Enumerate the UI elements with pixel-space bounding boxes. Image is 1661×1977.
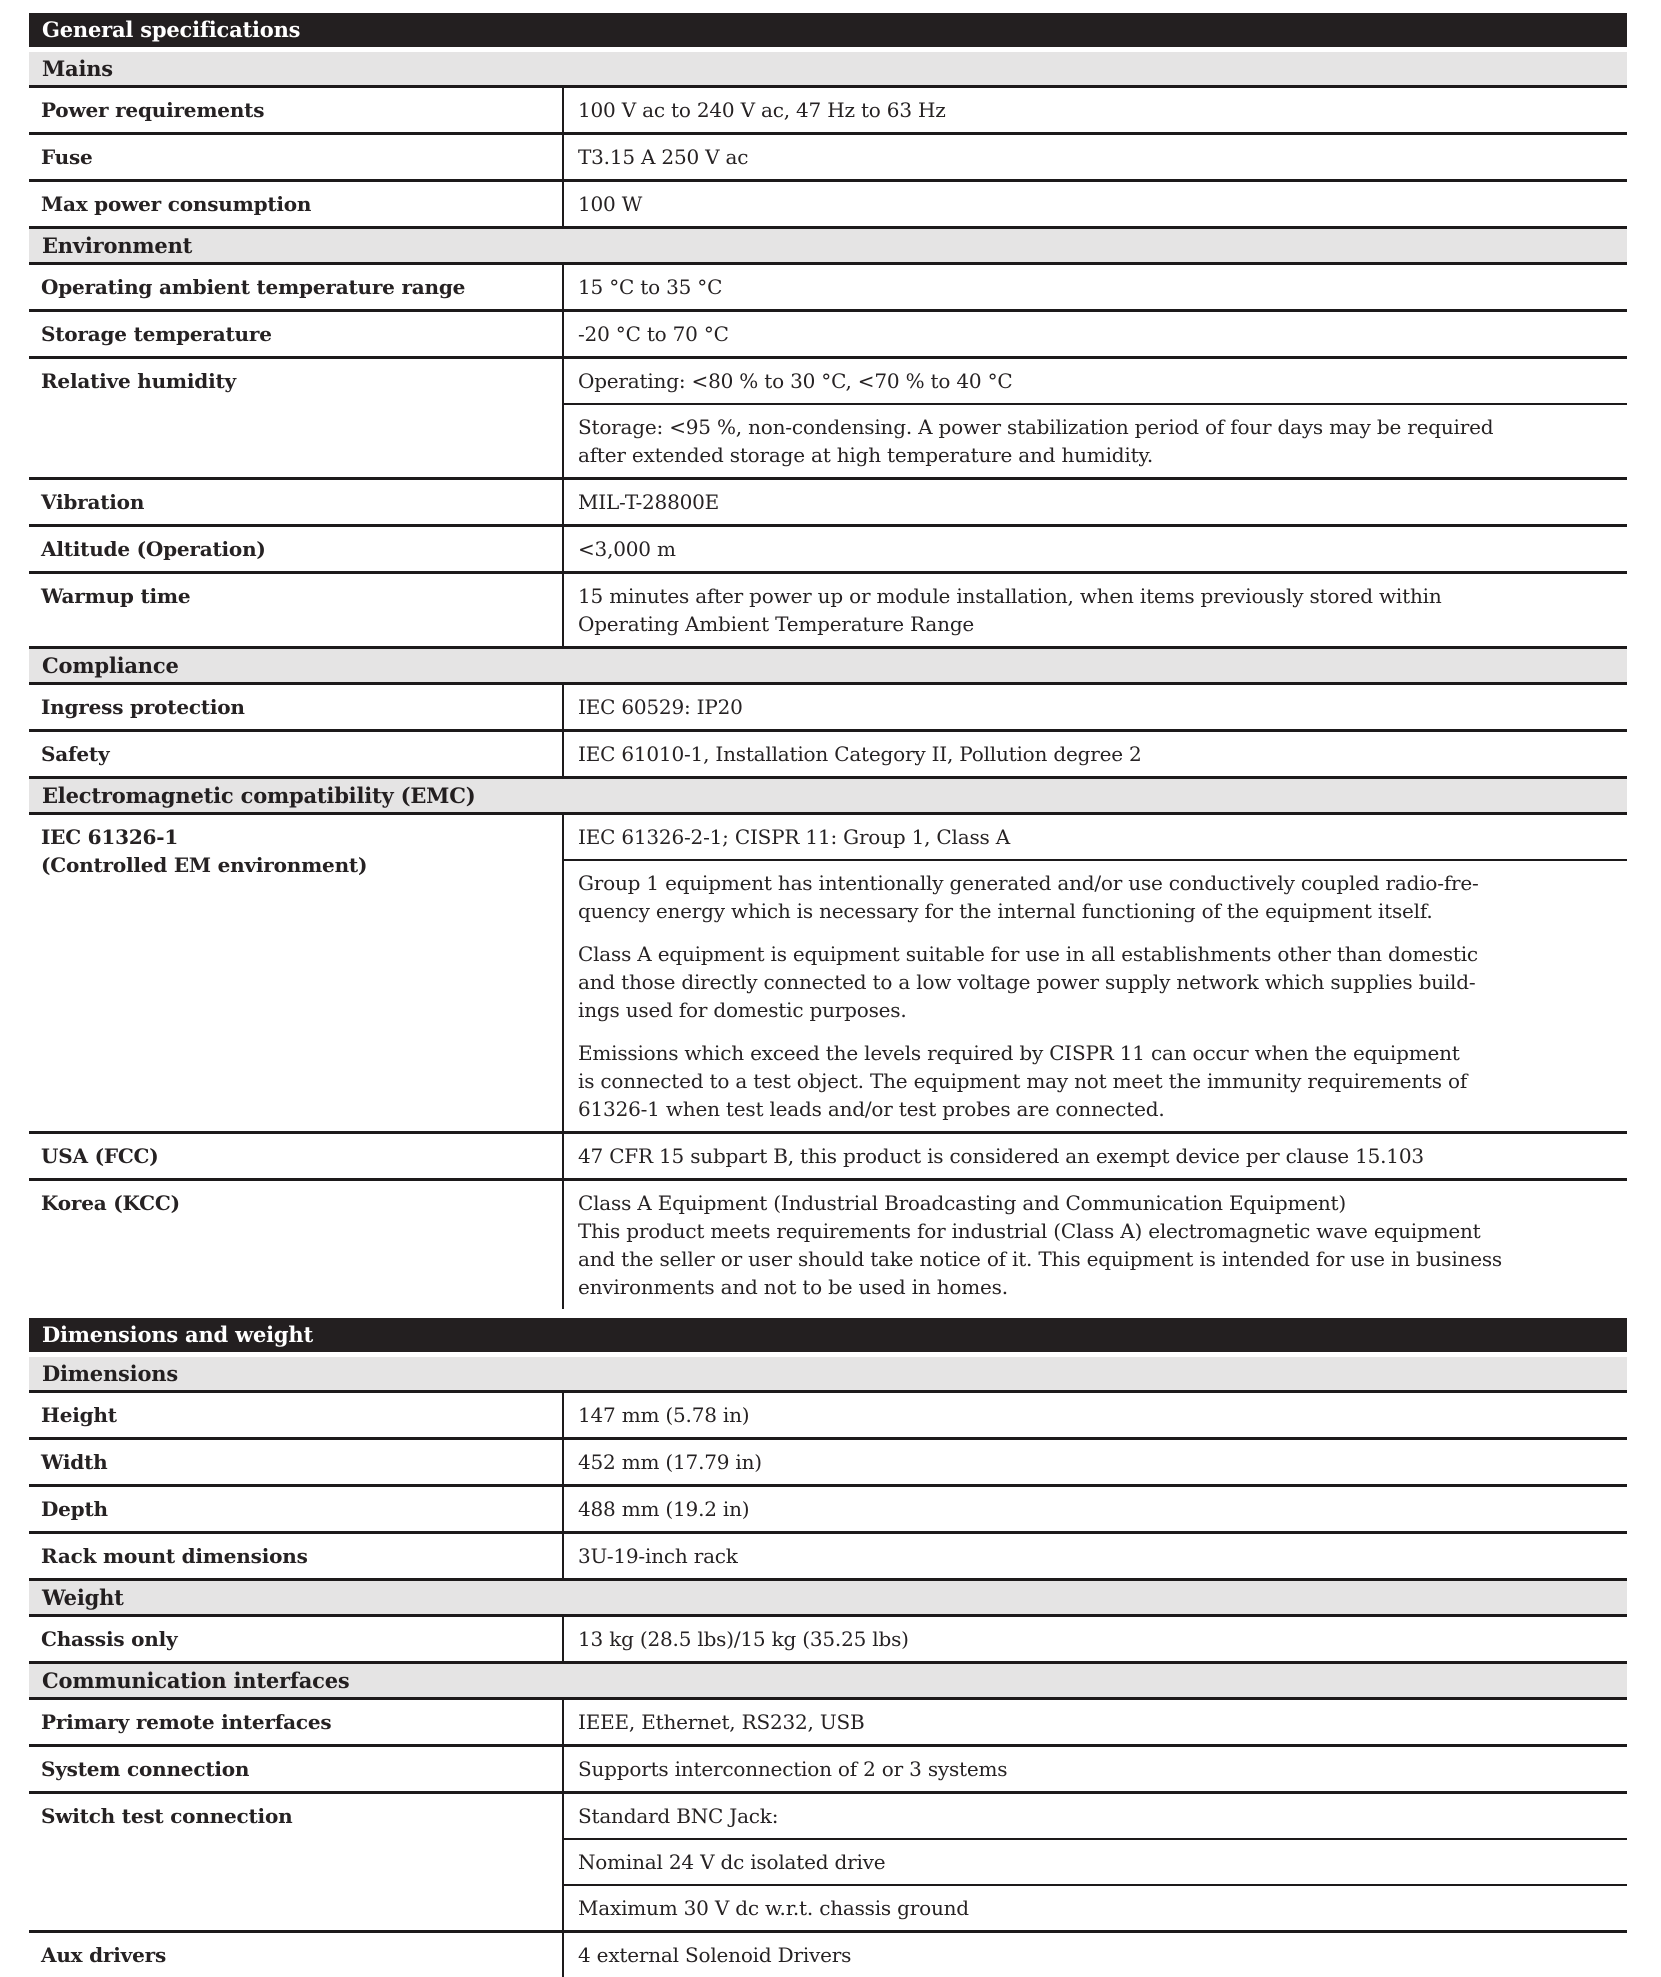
spec-value-cell (564, 685, 1627, 729)
value-paragraph (578, 96, 1615, 124)
value-paragraph (578, 273, 1615, 301)
value-line: after extended storage at high temperature and humidity. (578, 443, 1154, 467)
value-line: 100 W (578, 192, 643, 216)
spec-label (29, 359, 562, 477)
value-line: 100 V ac to 240 V ac, 47 Hz to 63 Hz (578, 98, 946, 122)
spec-row (29, 1134, 1627, 1181)
value-line: 488 mm (19.2 in) (578, 1497, 750, 1521)
value-paragraph (578, 413, 1615, 469)
subsection-header-bar (29, 1664, 1627, 1700)
spec-label-line: Altitude (Operation) (41, 537, 266, 561)
section-header-bar (29, 13, 1627, 47)
value-line: Supports interconnection of 2 or 3 systems (578, 1757, 1008, 1781)
spec-values (562, 88, 1627, 132)
section-header-label: Dimensions and weight (42, 1322, 313, 1347)
spec-value-cell (564, 480, 1627, 524)
spec-row (29, 815, 1627, 1134)
spec-row (29, 480, 1627, 527)
spec-label (29, 1794, 562, 1930)
spec-value-cell (564, 1700, 1627, 1744)
value-paragraph (578, 1495, 1615, 1523)
value-paragraph (578, 1142, 1615, 1170)
spec-label-line: Korea (KCC) (41, 1191, 180, 1215)
spec-value-cell (564, 815, 1627, 859)
value-paragraph (578, 1848, 1615, 1876)
value-line: quency energy which is necessary for the internal functioning of the equipment itself. (578, 899, 1433, 923)
spec-label-line: Switch test connection (41, 1804, 293, 1828)
spec-values (562, 1794, 1627, 1930)
spec-value-cell (564, 527, 1627, 571)
spec-label (29, 1933, 562, 1977)
spec-label-line: Rack mount dimensions (41, 1544, 308, 1568)
spec-label (29, 574, 562, 646)
spec-row (29, 527, 1627, 574)
spec-values (562, 1393, 1627, 1437)
spec-label-line: (Controlled EM environment) (41, 853, 368, 877)
spec-value-cell (564, 1440, 1627, 1484)
subsection-header-bar (29, 1581, 1627, 1617)
spec-row (29, 1487, 1627, 1534)
value-line: 4 external Solenoid Drivers (578, 1943, 852, 1967)
subsection-header-label: Compliance (42, 653, 179, 678)
spec-label-line: Max power consumption (41, 192, 312, 216)
spec-row (29, 1794, 1627, 1933)
spec-label-line: System connection (41, 1757, 250, 1781)
spec-label-line: Operating ambient temperature range (41, 275, 466, 299)
value-line: IEEE, Ethernet, RS232, USB (578, 1710, 865, 1734)
value-paragraph (578, 1894, 1615, 1922)
spec-label-line: IEC 61326-1 (41, 825, 179, 849)
spec-label-line: Safety (41, 742, 110, 766)
spec-label-line: Depth (41, 1497, 108, 1521)
subsection-header-label: Mains (42, 56, 113, 81)
value-paragraph (578, 1039, 1615, 1123)
value-line: Maximum 30 V dc w.r.t. chassis ground (578, 1896, 969, 1920)
value-line: and those directly connected to a low voltage power supply network which supplies build- (578, 970, 1476, 994)
value-line: <3,000 m (578, 537, 676, 561)
spec-row (29, 312, 1627, 359)
value-paragraph (578, 367, 1615, 395)
value-line: 15 minutes after power up or module installation, when items previously stored within (578, 584, 1442, 608)
spec-value-cell (564, 1747, 1627, 1791)
spec-values (562, 1747, 1627, 1791)
spec-row (29, 88, 1627, 135)
spec-label (29, 182, 562, 226)
spec-row (29, 732, 1627, 779)
value-line: Emissions which exceed the levels required by CISPR 11 can occur when the equipment (578, 1041, 1460, 1065)
spec-label-line: Width (41, 1450, 108, 1474)
value-paragraph (578, 143, 1615, 171)
spec-row (29, 135, 1627, 182)
spec-values (562, 1700, 1627, 1744)
spec-values (562, 732, 1627, 776)
spec-value-cell (564, 1617, 1627, 1661)
spec-label-line: Height (41, 1403, 117, 1427)
value-paragraph (578, 823, 1615, 851)
spec-label-line: Relative humidity (41, 369, 236, 393)
section-header-label: General specifications (42, 17, 301, 42)
spec-label-line: Warmup time (41, 584, 191, 608)
value-paragraph (578, 1625, 1615, 1653)
value-line: -20 °C to 70 °C (578, 322, 729, 346)
value-line: is connected to a test object. The equipment may not meet the immunity requirements of (578, 1069, 1468, 1093)
spec-value-cell (564, 1181, 1627, 1309)
spec-value-cell (564, 1884, 1627, 1930)
spec-value-cell (564, 88, 1627, 132)
value-line: IEC 61010-1, Installation Category II, Pollution degree 2 (578, 742, 1142, 766)
spec-label (29, 135, 562, 179)
spec-value-cell (564, 1487, 1627, 1531)
value-line: Storage: <95 %, non-condensing. A power stabilization period of four days may be required (578, 415, 1494, 439)
value-paragraph (578, 1189, 1615, 1301)
value-line: Operating: <80 % to 30 °C, <70 % to 40 °C (578, 369, 1013, 393)
spec-label (29, 480, 562, 524)
spec-values (562, 135, 1627, 179)
spec-value-cell (564, 1534, 1627, 1578)
spec-value-cell (564, 1794, 1627, 1838)
spec-label-line: Chassis only (41, 1627, 178, 1651)
spec-values (562, 1181, 1627, 1309)
spec-values (562, 1440, 1627, 1484)
spec-row (29, 1534, 1627, 1581)
spec-label-line: USA (FCC) (41, 1144, 159, 1168)
value-paragraph (578, 1708, 1615, 1736)
spec-values (562, 312, 1627, 356)
subsection-header-label: Communication interfaces (42, 1668, 350, 1693)
spec-label (29, 527, 562, 571)
spec-values (562, 1534, 1627, 1578)
spec-row (29, 359, 1627, 480)
value-line: Group 1 equipment has intentionally generated and/or use conductively coupled radio-fre- (578, 871, 1479, 895)
spec-value-cell (564, 859, 1627, 1131)
subsection-header-bar (29, 1357, 1627, 1393)
spec-label (29, 1534, 562, 1578)
value-line: Class A Equipment (Industrial Broadcasting and Communication Equipment) (578, 1191, 1346, 1215)
subsection-header-label: Weight (42, 1585, 124, 1610)
value-paragraph (578, 535, 1615, 563)
spec-row (29, 1440, 1627, 1487)
value-paragraph (578, 190, 1615, 218)
value-line: 147 mm (5.78 in) (578, 1403, 750, 1427)
spec-value-cell (564, 1134, 1627, 1178)
subsection-header-label: Environment (42, 233, 193, 258)
spec-values (562, 574, 1627, 646)
value-paragraph (578, 869, 1615, 925)
spec-label (29, 1747, 562, 1791)
value-paragraph (578, 1401, 1615, 1429)
subsection-header-bar (29, 229, 1627, 265)
value-line: Nominal 24 V dc isolated drive (578, 1850, 886, 1874)
value-line: This product meets requirements for industrial (Class A) electromagnetic wave equipment (578, 1219, 1481, 1243)
spec-row (29, 685, 1627, 732)
spec-label-line: Vibration (41, 490, 145, 514)
spec-row (29, 574, 1627, 649)
spec-label (29, 732, 562, 776)
value-line: 452 mm (17.79 in) (578, 1450, 762, 1474)
value-paragraph (578, 320, 1615, 348)
section-header-bar (29, 1318, 1627, 1352)
spec-label (29, 265, 562, 309)
value-line: 47 CFR 15 subpart B, this product is considered an exempt device per clause 15.103 (578, 1144, 1424, 1168)
spec-label-line: Fuse (41, 145, 93, 169)
value-paragraph (578, 940, 1615, 1024)
value-paragraph (578, 582, 1615, 638)
spec-label (29, 1181, 562, 1309)
spec-value-cell (564, 359, 1627, 403)
spec-value-cell (564, 1393, 1627, 1437)
specifications-table (29, 13, 1627, 1977)
value-line: Standard BNC Jack: (578, 1804, 779, 1828)
value-line: 15 °C to 35 °C (578, 275, 723, 299)
value-paragraph (578, 1755, 1615, 1783)
spec-values (562, 359, 1627, 477)
spec-values (562, 265, 1627, 309)
spec-row (29, 1617, 1627, 1664)
value-line: IEC 60529: IP20 (578, 695, 743, 719)
value-paragraph (578, 1448, 1615, 1476)
spec-row (29, 1933, 1627, 1977)
value-paragraph (578, 740, 1615, 768)
spec-label (29, 1440, 562, 1484)
value-line: Class A equipment is equipment suitable for use in all establishments other than domestic (578, 942, 1478, 966)
spec-values (562, 685, 1627, 729)
spec-values (562, 1933, 1627, 1977)
value-paragraph (578, 1802, 1615, 1830)
spec-values (562, 480, 1627, 524)
spec-row (29, 1700, 1627, 1747)
spec-label (29, 685, 562, 729)
spec-values (562, 527, 1627, 571)
spec-value-cell (564, 182, 1627, 226)
spec-value-cell (564, 403, 1627, 477)
value-line: Operating Ambient Temperature Range (578, 612, 975, 636)
spec-value-cell (564, 135, 1627, 179)
spec-label (29, 1134, 562, 1178)
spec-value-cell (564, 1933, 1627, 1977)
subsection-header-label: Electromagnetic compatibility (EMC) (42, 783, 476, 808)
spec-values (562, 1487, 1627, 1531)
spec-row (29, 265, 1627, 312)
spec-label (29, 1617, 562, 1661)
value-line: 13 kg (28.5 lbs)/15 kg (35.25 lbs) (578, 1627, 909, 1651)
spec-label-line: Primary remote interfaces (41, 1710, 332, 1734)
value-paragraph (578, 1542, 1615, 1570)
spec-value-cell (564, 732, 1627, 776)
value-line: 3U-19-inch rack (578, 1544, 738, 1568)
value-line: IEC 61326-2-1; CISPR 11: Group 1, Class A (578, 825, 1010, 849)
subsection-header-bar (29, 52, 1627, 88)
spec-row (29, 182, 1627, 229)
spec-values (562, 1134, 1627, 1178)
spec-label (29, 1393, 562, 1437)
value-line: 61326-1 when test leads and/or test probes are connected. (578, 1097, 1165, 1121)
value-line: and the seller or user should take notice of it. This equipment is intended for use in business (578, 1247, 1502, 1271)
document-page (0, 13, 1661, 1977)
value-line: environments and not to be used in homes. (578, 1275, 1008, 1299)
spec-value-cell (564, 574, 1627, 646)
spec-label-line: Power requirements (41, 98, 265, 122)
spec-values (562, 815, 1627, 1131)
spec-label (29, 1700, 562, 1744)
spec-label (29, 815, 562, 1131)
spec-label (29, 88, 562, 132)
spec-row (29, 1393, 1627, 1440)
spec-value-cell (564, 1838, 1627, 1884)
subsection-header-bar (29, 779, 1627, 815)
spec-value-cell (564, 312, 1627, 356)
value-line: MIL-T-28800E (578, 490, 720, 514)
spec-row (29, 1747, 1627, 1794)
spec-label (29, 1487, 562, 1531)
spec-value-cell (564, 265, 1627, 309)
subsection-header-bar (29, 649, 1627, 685)
spec-row (29, 1181, 1627, 1309)
value-paragraph (578, 488, 1615, 516)
value-paragraph (578, 693, 1615, 721)
spec-values (562, 182, 1627, 226)
spec-label-line: Ingress protection (41, 695, 245, 719)
value-line: ings used for domestic purposes. (578, 998, 907, 1022)
spec-label-line: Storage temperature (41, 322, 272, 346)
spec-label (29, 312, 562, 356)
spec-values (562, 1617, 1627, 1661)
value-line: T3.15 A 250 V ac (578, 145, 749, 169)
subsection-header-label: Dimensions (42, 1361, 178, 1386)
value-paragraph (578, 1941, 1615, 1969)
spec-label-line: Aux drivers (41, 1943, 167, 1967)
